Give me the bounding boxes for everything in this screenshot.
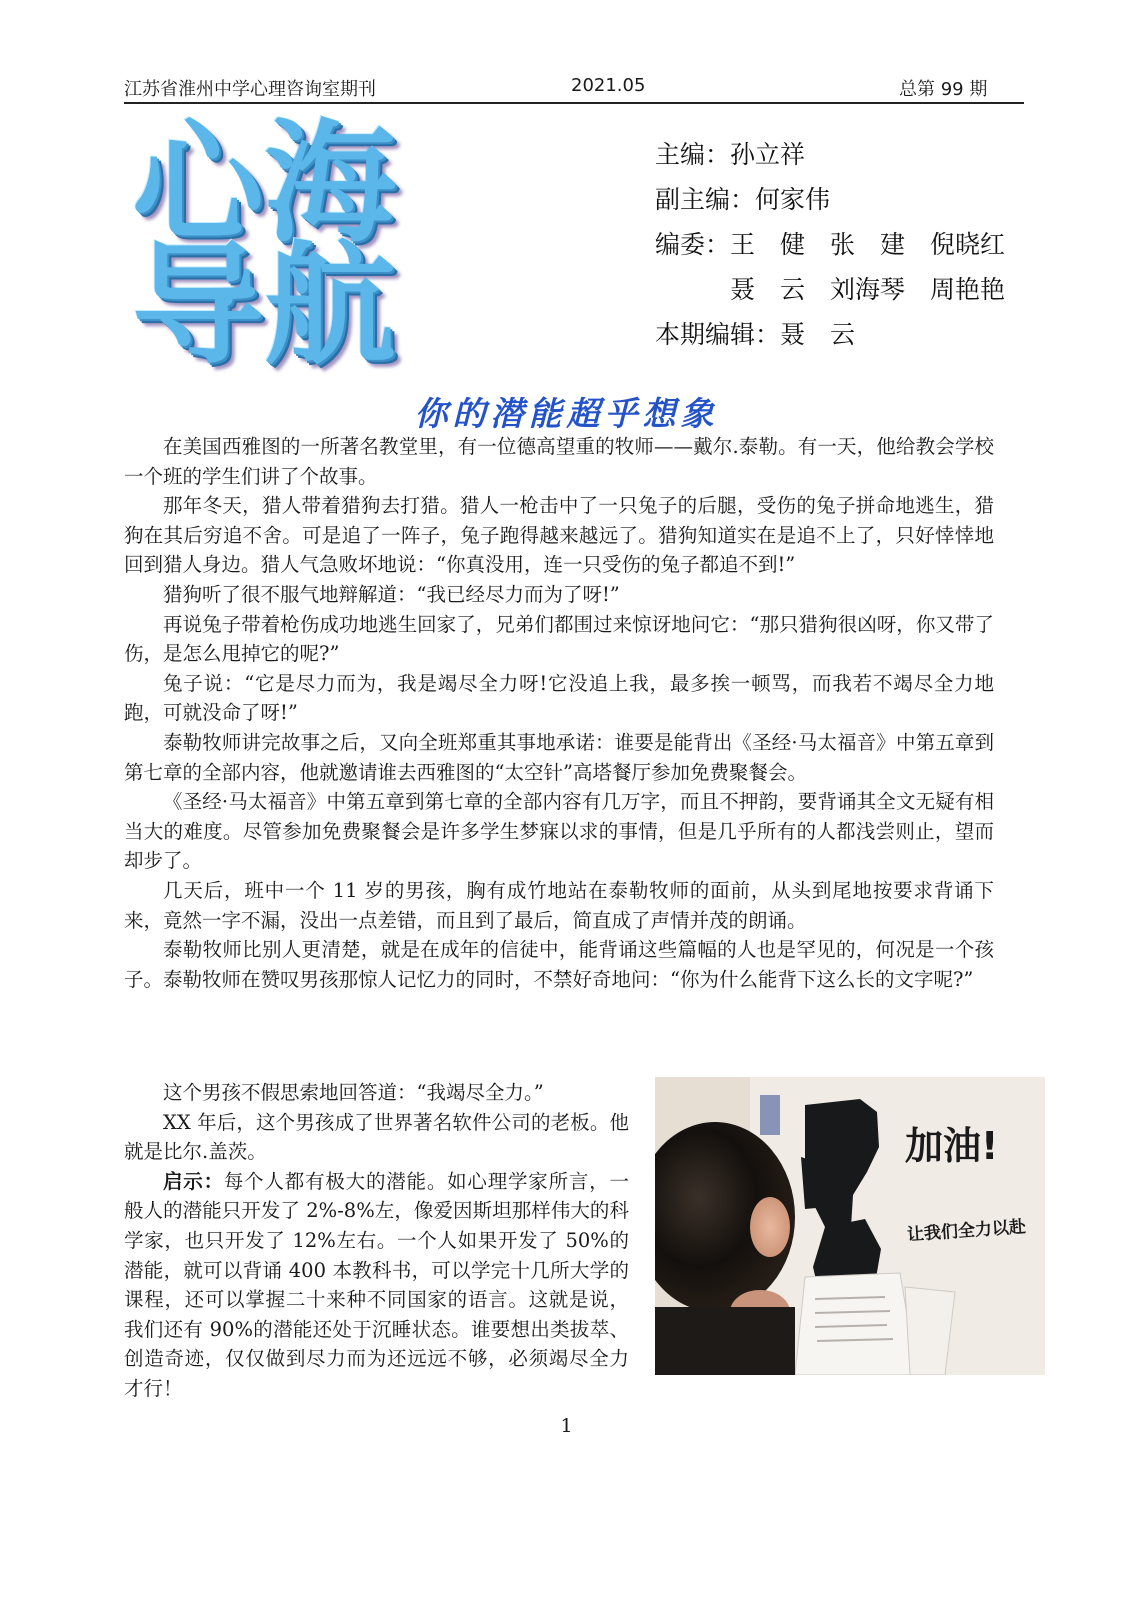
paragraph: 《圣经·马太福音》中第五章到第七章的全部内容有几万字，而且不押韵，要背诵其全文无疑有相当大的难度。尽管参加免费聚餐会是许多学生梦寐以求的事情，但是几乎所有的人都浅尝则止，望而却步了。 [124,790,994,873]
deputy-editor: 副主编：何家伟 [655,185,831,214]
logo-line-2: 导航 [132,229,396,383]
paragraph: 泰勒牧师讲完故事之后，又向全班郑重其事地承诺：谁要是能背出《圣经·马太福音》中第五章到第七章的全部内容，他就邀请谁去西雅图的“太空针”高塔餐厅参加免费聚餐会。 [124,730,994,784]
committee-line-2: 聂 云 刘海琴 周艳艳 [655,275,1006,304]
paragraph: 猎狗听了很不服气地辩解道：“我已经尽力而为了呀!” [163,582,620,606]
article-title: 你的潜能超乎想象 [414,394,719,433]
article-body-narrow [124,1078,629,1404]
poster-main-text: 加油! [905,1124,999,1168]
paragraph: 兔子说：“它是尽力而为，我是竭尽全力呀!它没追上我，最多挨一顿骂，而我若不竭尽全力地跑，可就没命了呀!” [124,671,994,725]
paragraph: 在美国西雅图的一所著名教堂里，有一位德高望重的牧师——戴尔.泰勒。有一天，他给教会学校一个班的学生们讲了个故事。 [124,435,994,488]
insight-paragraph [124,1167,629,1404]
logo-line-1: 心海 [132,107,396,261]
chief-editor: 主编：孙立祥 [655,140,806,169]
journal-name: 江苏省淮州中学心理咨询室期刊 [124,79,376,100]
paragraph: XX 年后，这个男孩成了世界著名软件公司的老板。他就是比尔.盖茨。 [124,1110,629,1164]
editorial-board [655,132,1005,357]
paragraph: 那年冬天，猎人带着猎狗去打猎。猎人一枪击中了一只兔子的后腿，受伤的兔子拼命地逃生，猎狗在其后穷追不舍。可是追了一阵子，兔子跑得越来越远了。猎狗知道实在是追不上了，只好悻悻地回到猎人身边。猎人气急败坏地说：“你真没用，连一只受伤的兔子都追不到!” [124,494,994,577]
article-body [124,432,994,994]
poster-sub-text: 让我们全力以赴 [906,1217,1027,1246]
issue-editor: 本期编辑：聂 云 [655,320,856,349]
page-number: 1 [560,1415,573,1437]
issue-date: 2021.05 [571,75,646,96]
paragraph: 这个男孩不假思索地回答道：“我竭尽全力。” [163,1081,544,1104]
paragraph: 泰勒牧师比别人更清楚，就是在成年的信徒中，能背诵这些篇幅的人也是罕见的，何况是一个孩子。泰勒牧师在赞叹男孩那惊人记忆力的同时，不禁好奇地问：“你为什么能背下这么长的文字呢?” [124,938,994,991]
journal-header [124,72,1024,104]
insight-text: 每个人都有极大的潜能。如心理学家所言，一般人的潜能只开发了 2%-8%左，像爱因斯坦那样伟大的科学家，也只开发了 12%左右。一个人如果开发了 50%的潜能，就可以背诵 400 本教科书，可以学完十几所大学的课程，还可以掌握二十来种不同国家的语言。这就是说，我们还有 90%的潜能还处于沉睡状态。谁要想出类拔萃、创造奇迹，仅仅做到尽力而为还远远不够，必须竭尽全力才行！ [124,1169,629,1400]
paragraph: 再说兔子带着枪伤成功地逃生回家了，兄弟们都围过来惊讶地问它：“那只猎狗很凶呀，你又带了伤，是怎么甩掉它的呢?” [124,612,994,666]
poster-photo [655,1077,1045,1375]
journal-logo [132,107,552,383]
paragraph: 几天后，班中一个 11 岁的男孩，胸有成竹地站在泰勒牧师的面前，从头到尾地按要求背诵下来，竟然一字不漏，没出一点差错，而且到了最后，简直成了声情并茂的朗诵。 [124,878,994,932]
committee-line-1: 编委：王 健 张 建 倪晓红 [655,230,1006,259]
insight-label: 启示： [163,1169,224,1193]
poster-illustration [655,1077,1045,1375]
issue-number: 总第 99 期 [899,79,988,100]
